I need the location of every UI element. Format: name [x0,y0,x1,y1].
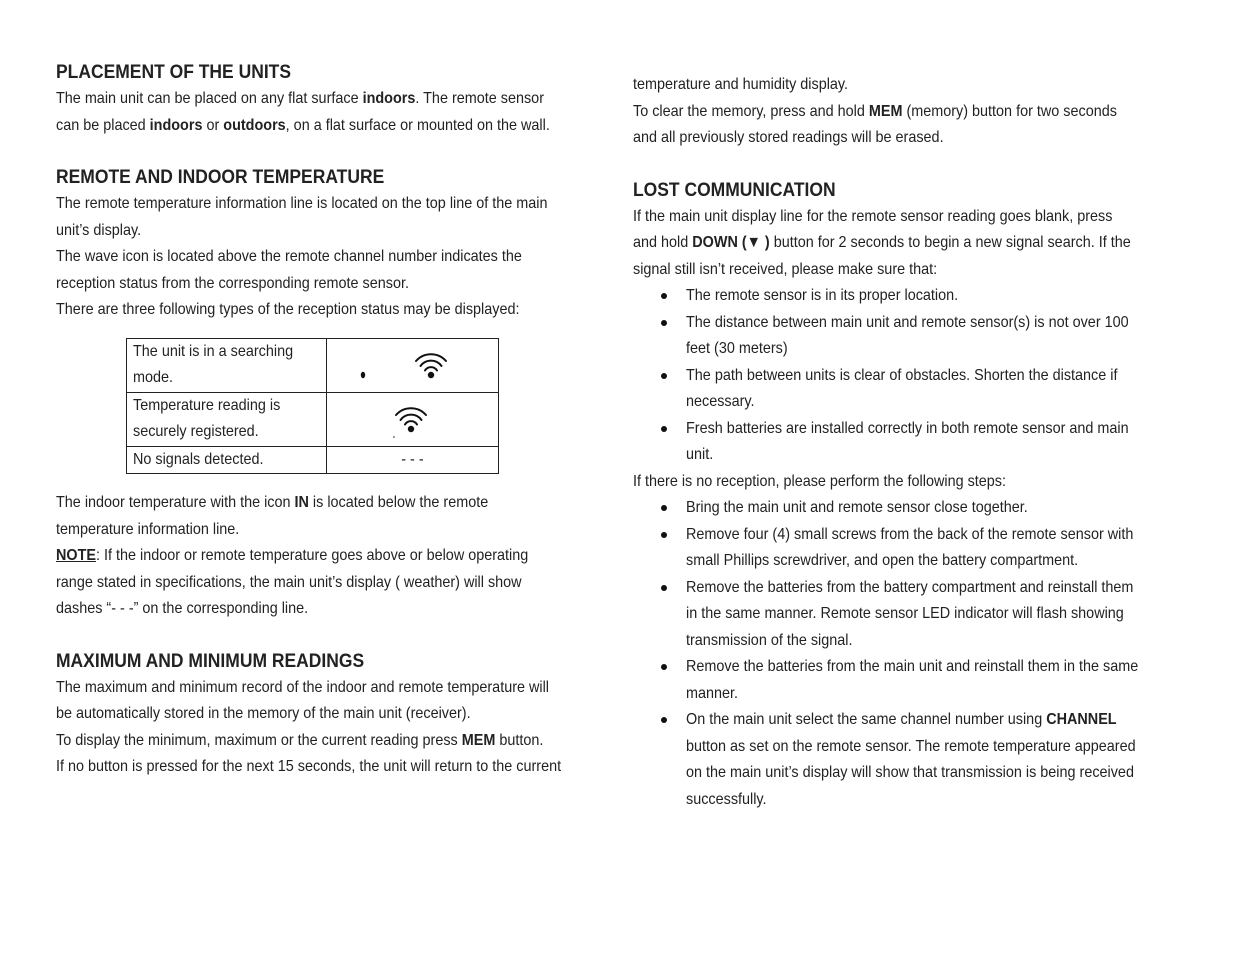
paragraph-line: unit’s display. [56,221,142,239]
placement-line-2: can be placed indoors or outdoors, on a flat surface or mounted on the wall. [56,116,550,134]
paragraph-line: be automatically stored in the memory of the main unit (receiver). [56,705,471,722]
heading-maxmin: MAXIMUM AND MINIMUM READINGS [56,650,365,672]
section-placement [56,60,571,139]
table-row [127,392,499,446]
paragraph-line: and all previously stored readings will be erased. [633,129,944,146]
paragraph-line: If there is no reception, please perform the following steps: [633,472,1007,490]
indoor-line-1: The indoor temperature with the icon IN is located below the remote [56,494,489,511]
indoor-line-2: temperature information line. [56,520,240,538]
list-item: Remove the batteries from the main unit and reinstall them in the same manner. [633,654,1148,707]
reception-status-table [126,338,499,475]
note-line-2: range stated in specifications, the main unit’s display ( weather) will show [56,573,522,591]
paragraph-line: signal still isn’t received, please make sure that: [633,260,938,278]
heading-remote-indoor: REMOTE AND INDOOR TEMPERATURE [56,167,385,188]
paragraph-line: To display the minimum, maximum or the current reading press MEM button. [56,731,544,749]
wave-registered-icon [333,393,492,445]
paragraph-line: The wave icon is located above the remote channel number indicates the [56,248,522,265]
note-line-3: dashes “- - -” on the corresponding line. [56,600,309,617]
right-column [633,72,1148,813]
wave-searching-icon [333,339,492,391]
list-item: On the main unit select the same channel number using CHANNEL button as set on the remote sensor. The remote temperature appeared on the main unit’s display will show that transmission is being received successfully. [633,707,1148,813]
status-label: No signals detected. [127,446,327,474]
left-column [56,60,571,781]
list-item: Remove four (4) small screws from the back of the remote sensor with small Phillips screwdriver, and open the battery compartment. [633,522,1148,575]
section-maxmin [56,649,571,781]
list-item: Fresh batteries are installed correctly in both remote sensor and main unit. [633,416,1148,469]
check-list [633,283,1148,469]
section-remote-indoor [56,165,571,623]
heading-lost-communication: LOST COMMUNICATION [633,179,836,201]
paragraph-line: temperature and humidity display. [633,76,849,93]
paragraph-line: The remote temperature information line is located on the top line of the main [56,195,548,212]
paragraph-line: There are three following types of the reception status may be displayed: [56,301,520,318]
paragraph-line: If the main unit display line for the remote sensor reading goes blank, press [633,207,1113,225]
paragraph-line: To clear the memory, press and hold MEM (memory) button for two seconds [633,102,1117,120]
table-row [127,338,499,392]
status-icon-cell [327,392,499,446]
status-label: The unit is in a searching mode. [127,338,327,392]
table-row [127,446,499,474]
status-icon-cell [327,338,499,392]
paragraph-line: reception status from the corresponding remote sensor. [56,274,409,292]
paragraph-line: The maximum and minimum record of the indoor and remote temperature will [56,678,550,696]
status-label: Temperature reading is securely registered. [127,392,327,446]
paragraph-line: and hold DOWN (▼ ) button for 2 seconds to begin a new signal search. If the [633,234,1131,251]
list-item: The distance between main unit and remote sensor(s) is not over 100 feet (30 meters) [633,310,1148,363]
note-line-1: NOTE: If the indoor or remote temperature goes above or below operating [56,547,529,564]
status-icon-cell [327,446,499,474]
list-item: The remote sensor is in its proper location. [633,283,1148,310]
section-lost-communication [633,178,1148,814]
paragraph-line: If no button is pressed for the next 15 seconds, the unit will return to the current [56,758,562,775]
list-item: The path between units is clear of obstacles. Shorten the distance if necessary. [633,363,1148,416]
placement-line-1: The main unit can be placed on any flat surface indoors. The remote sensor [56,90,544,107]
no-signal-dashes: - - - [401,450,424,468]
heading-placement: PLACEMENT OF THE UNITS [56,62,292,83]
steps-list [633,495,1148,813]
list-item: Remove the batteries from the battery compartment and reinstall them in the same manner. Remote sensor LED indicator will flash showing transmission of the signal. [633,575,1148,655]
list-item: Bring the main unit and remote sensor close together. [633,495,1148,522]
